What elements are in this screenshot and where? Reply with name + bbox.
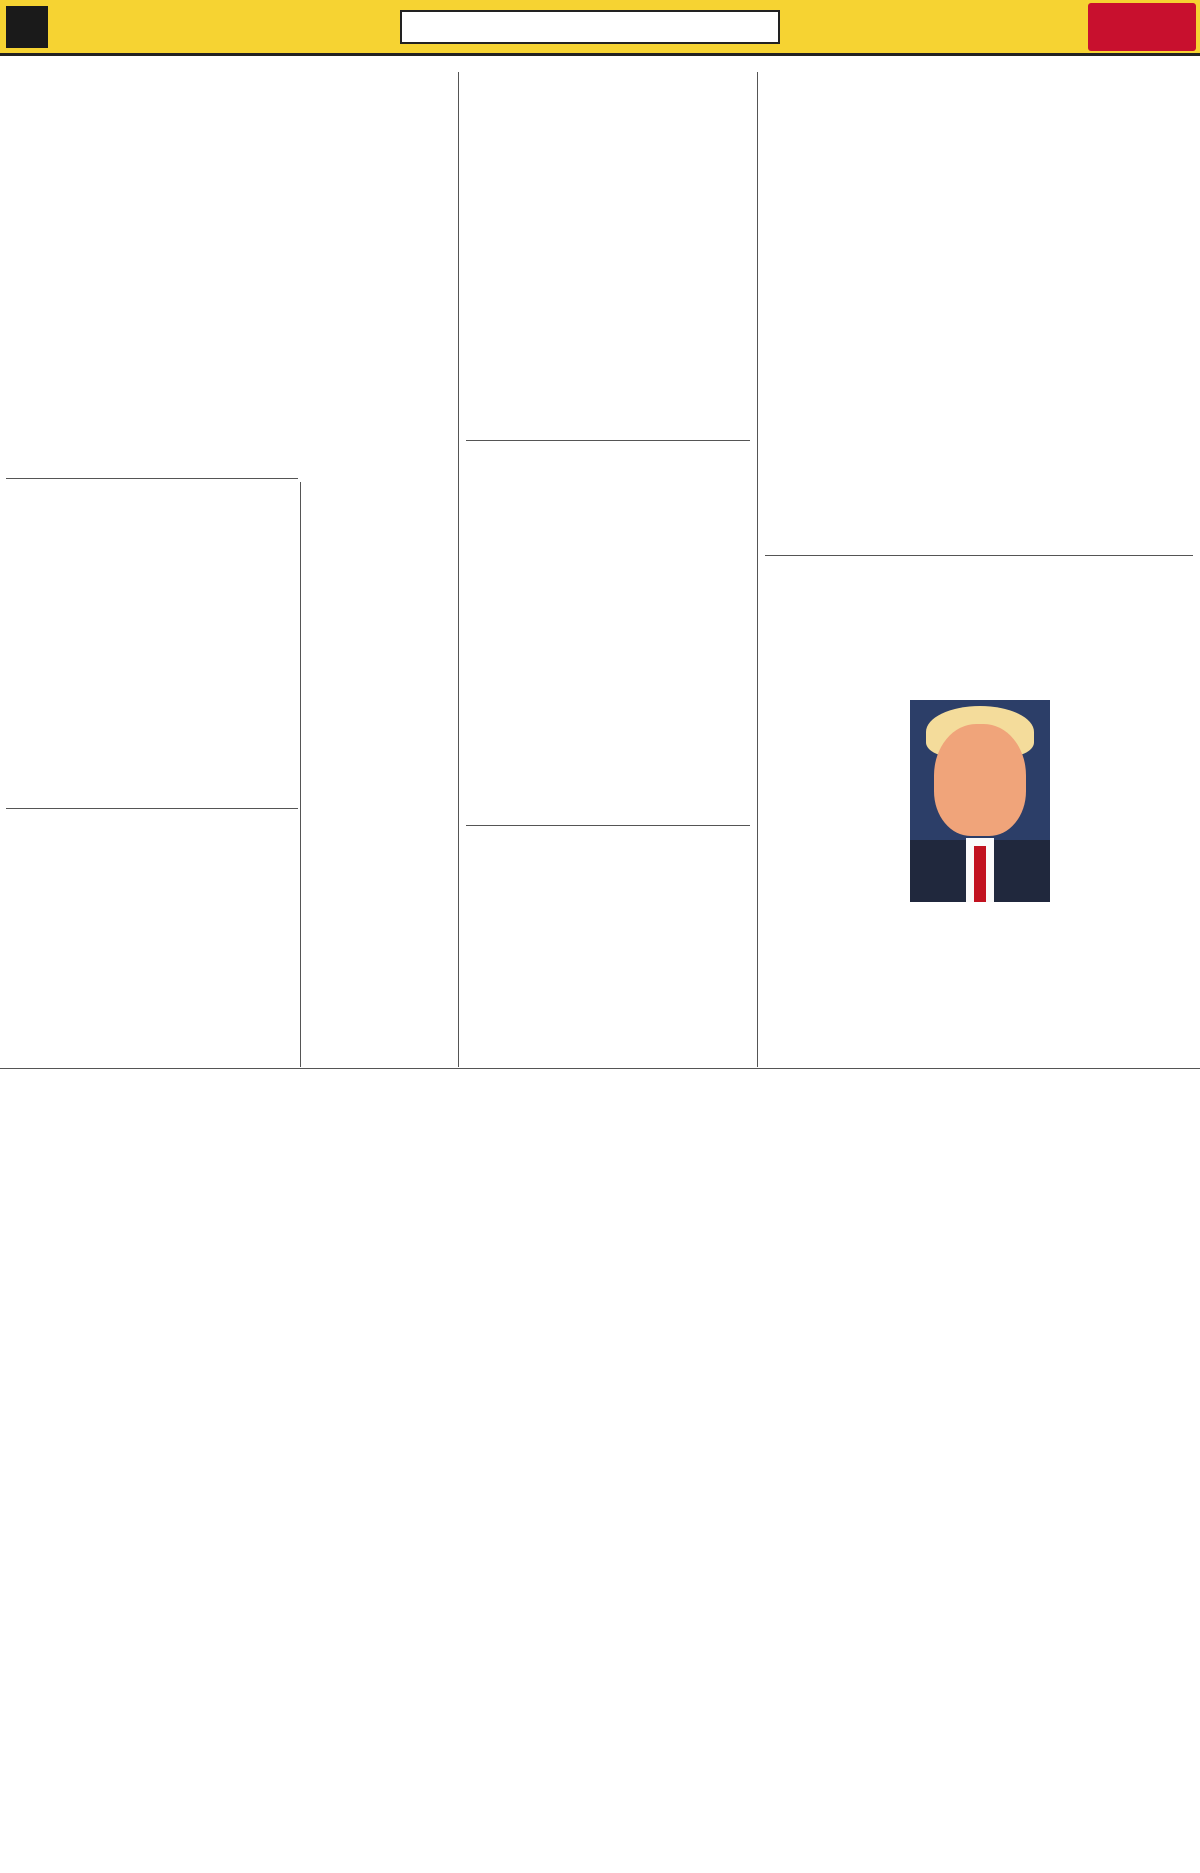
column-divider <box>300 482 301 1067</box>
story-trump-deal-body <box>466 860 750 1060</box>
newspaper-logo <box>1088 3 1196 51</box>
story-saudi-ev-body <box>308 548 453 1060</box>
section-divider <box>0 1068 1200 1069</box>
story-iran-airlines <box>6 85 451 195</box>
story-imran-sisters <box>6 484 298 589</box>
masthead <box>0 0 1200 56</box>
story-afghanistan <box>466 80 750 190</box>
story-trump-russia-body <box>1056 700 1193 1060</box>
column-divider <box>757 72 758 1067</box>
story-aqsa <box>6 812 298 882</box>
story-trump-russia <box>765 560 1193 690</box>
story-modi <box>466 448 750 548</box>
trump-photo <box>910 700 1050 902</box>
story-trump-deal <box>466 828 750 856</box>
masthead-urdu-block <box>880 4 1085 14</box>
story-trump-russia-body <box>765 700 903 1060</box>
story-divider <box>466 825 750 826</box>
story-divider <box>6 478 298 479</box>
story-imran-sisters-body <box>6 594 298 804</box>
story-aqsa-body <box>6 886 298 1061</box>
section-title <box>400 10 780 44</box>
story-divider <box>6 808 298 809</box>
story-iran-airlines-body <box>6 220 451 475</box>
page-number <box>6 6 48 48</box>
story-saudi-ev <box>308 484 453 544</box>
story-divider <box>765 555 1193 556</box>
story-modi-body <box>466 552 750 822</box>
story-divider <box>466 440 750 441</box>
story-hormuz-body <box>765 210 1193 550</box>
story-afghanistan-body <box>466 178 750 443</box>
column-divider <box>458 72 459 1067</box>
story-trump-russia-body <box>910 910 1050 1060</box>
